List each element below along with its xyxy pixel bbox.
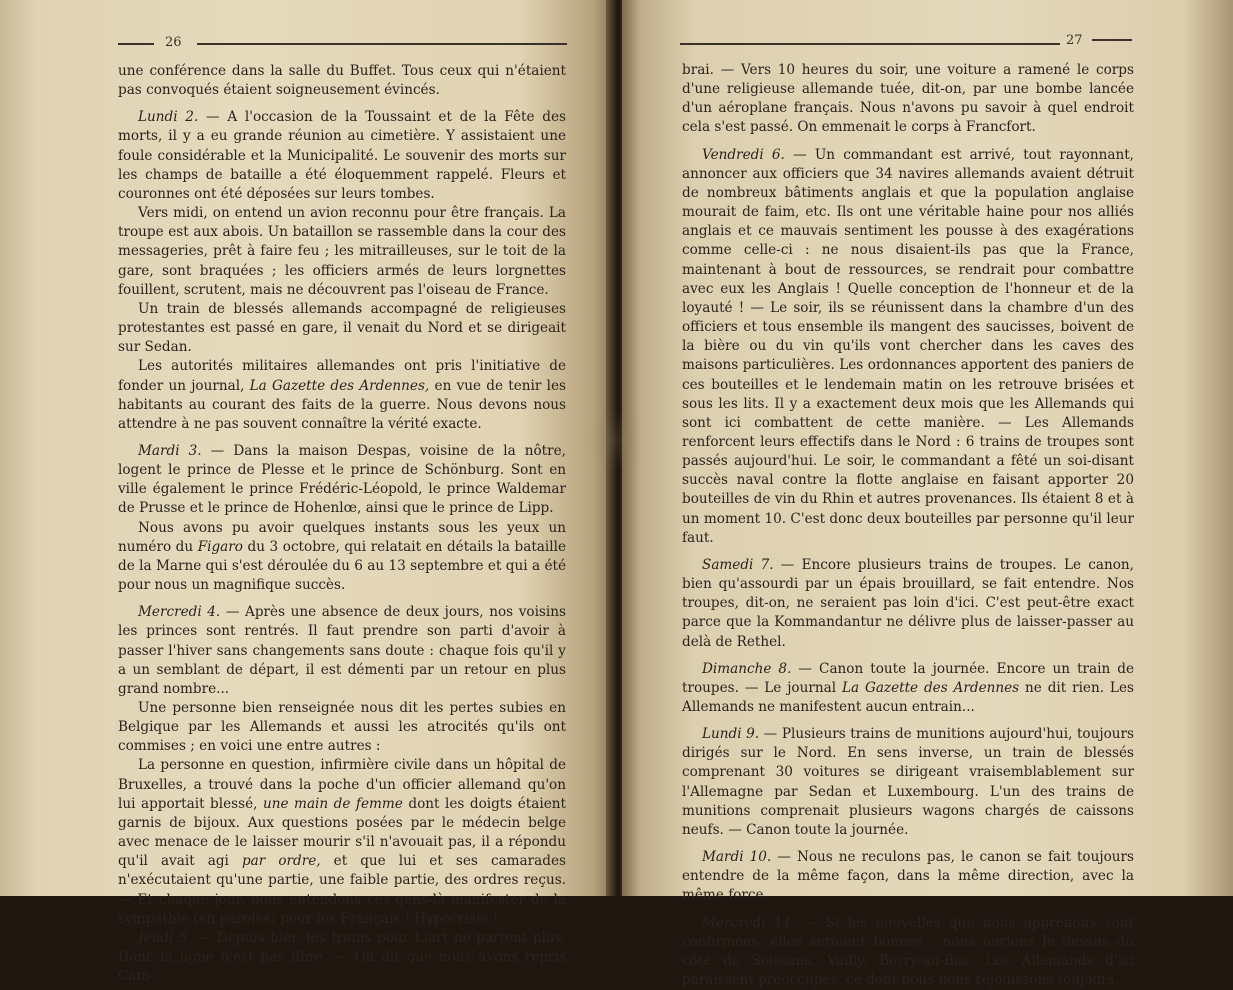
- diary-entry: [682, 146, 1134, 548]
- left-page: [0, 0, 612, 985]
- diary-entry: [682, 660, 1134, 717]
- header-rule-short: [1092, 39, 1132, 41]
- text-run: Les autorités militaires allemandes ont pris l'initiative de fonder un journal,: [118, 358, 566, 394]
- newspaper-title: Figaro: [197, 538, 243, 555]
- entry-date: Lundi 9.: [702, 726, 760, 743]
- diary-entry: [682, 914, 1134, 990]
- entry-date: Dimanche 8.: [702, 660, 792, 677]
- entry-date: Mercredi 11.: [702, 914, 796, 931]
- entry-date: Samedi 7.: [702, 556, 774, 573]
- right-page-header: [622, 33, 1233, 53]
- entry-text: — Si les nouvelles que nous apprenons sont confirmées, elles seraient bonnes : nous aurions le dessus du côté de Soissans, Vailly, Berry-au-Bac. Les Allemands d'ici paraissent préoccupés, ce dont nous nous réjouissons toujours.: [682, 914, 1134, 989]
- entry-text: — Nous ne reculons pas, le canon se fait toujours entendre de la même façon, dans la même direction, avec la même force.: [682, 849, 1135, 904]
- right-page: [622, 0, 1233, 989]
- text-run: en vue de tenir les habitants au courant des faits de la guerre. Nous devons nous attendre à ne pas souvent connaître la vérité exacte.: [118, 377, 566, 432]
- emphasis: une main de femme: [262, 795, 403, 812]
- diary-entry: [118, 603, 566, 699]
- entry-text: — A l'occasion de la Toussaint et de la Fête des morts, il y a eu grande réunion au cimetière. Y assistaient une foule considérable et la Municipalité. Le souvenir des morts sur les champs de bataille a été éloquemment rappelé. Fleurs et couronnes ont été déposées sur leurs tombes.: [118, 109, 566, 202]
- paragraph: [118, 756, 566, 928]
- paragraph: [118, 357, 566, 434]
- entry-text: — Depuis hier, les trains pour Liart ne partent plus. Donc la ligne n'est pas libre. — On dit que nous avons repris Cam-: [118, 929, 566, 985]
- newspaper-title: La Gazette des Ardennes,: [249, 377, 430, 394]
- left-page-text: [118, 62, 566, 986]
- paper-stain: [580, 410, 650, 470]
- entry-text: — Dans la maison Despas, voisine de la nôtre, logent le prince de Plesse et le prince de Schönburg. Sont en ville également le prince Frédéric-Léopold, le prince Waldemar de Prusse et le prince de Hohenlœ, ainsi que le prince de Lipp.: [118, 442, 566, 517]
- entry-text: — Un commandant est arrivé, tout rayonnant, annoncer aux officiers que 34 navires allemands avaient détruit de nombreux bâtiments anglais et que la population anglaise mourait de faim, etc. Ils ont une véritable haine pour nos alliés anglais et ce mauvais sentiment les pousse à des exagérations comme celle-ci : ne nous disaient-ils pas que la France, maintenant à bout de ressources, se rendrait pour combattre avec eux les Anglais ! Quelle conception de l'honneur et de la loyauté ! — Le soir, ils se réunissent dans la chambre d'un des officiers et tous ensemble ils mangent des saucisses, boivent de la bière ou du vin qu'ils vont chercher dans les caves des maisons particulières. Les ordonnances apportent des paniers de ces bouteilles et le lendemain matin on les retrouve brisées et sous les lits. Il y a exactement deux mois que les Allemands qui sont ici combattent de cette manière. — Les Allemands renforcent leurs effectifs dans le Nord : 6 trains de troupes sont passés aujourd'hui. Le soir, le commandant a fêté un soi-disant succès naval contre la flotte anglaise en faisant apporter 20 bouteilles de vin du Rhin et autres provenances. Ils étaient 8 et à un moment 10. C'est donc deux bouteilles par personne qu'il leur faut.: [682, 146, 1134, 546]
- diary-entry: [682, 725, 1134, 840]
- text-run: La personne en question, infirmière civile dans un hôpital de Bruxelles, a trouvé dans la poche d'un officier allemand qu'on lui apportait blessé,: [118, 757, 566, 812]
- paragraph: Un train de blessés allemands accompagné de religieuses protestantes est passé en gare, il venait du Nord et se dirigeait sur Sedan.: [118, 300, 566, 356]
- text-run: dont les doigts étaient garnis de bijoux. Aux questions posées par le médecin belge avec menace de le laisser mourir s'il n'avouait pas, il a répondu qu'il avait agi: [118, 795, 566, 870]
- diary-entry: [682, 848, 1134, 905]
- newspaper-title: La Gazette des Ardennes: [841, 679, 1020, 696]
- text-run: du 3 octobre, qui relatait en détails la bataille de la Marne qui s'est déroulée du 6 au 13 septembre et qui a été pour nous un magnifique succès.: [118, 538, 566, 594]
- left-page-header: [0, 33, 612, 53]
- emphasis: par ordre,: [241, 853, 321, 870]
- header-rule-long: [197, 43, 567, 45]
- text-run: Nous avons pu avoir quelques instants sous les yeux un numéro du: [118, 519, 566, 555]
- text-run: — Canon toute la journée. Encore un train de troupes. — Le journal: [682, 660, 1134, 696]
- text-run: ne dit rien. Les Allemands ne manifestent aucun entrain...: [682, 679, 1134, 715]
- diary-entry: [118, 929, 566, 986]
- header-rule-short: [118, 43, 154, 45]
- entry-text: — Encore plusieurs trains de troupes. Le canon, bien qu'assourdi par un épais brouillard, se fait entendre. Nos troupes, dit-on, ne seraient pas loin d'ici. C'est peut-être exact parce que la Kommandantur ne délivre plus de laisser-passer au delà de Rethel.: [682, 556, 1134, 650]
- diary-entry: [118, 108, 566, 204]
- right-page-text: [682, 61, 1134, 990]
- entry-date: Mardi 3.: [138, 442, 202, 459]
- diary-entry: [682, 556, 1134, 652]
- entry-text: — Plusieurs trains de munitions aujourd'hui, toujours dirigés sur le Nord. En sens inverse, un train de blessés comprenant 30 voitures se dirigeant vraisemblablement sur l'Allemagne par Sedan et Luxembourg. L'un des trains de munitions comprenait plusieurs wagons chargés de caissons neufs. — Canon toute la journée.: [682, 726, 1134, 838]
- entry-date: Mardi 10.: [702, 849, 772, 866]
- paragraph: [118, 519, 566, 596]
- paragraph: Une personne bien renseignée nous dit les pertes subies en Belgique par les Allemands et aussi les atrocités qu'ils ont commises ; en voici une entre autres :: [118, 700, 566, 755]
- entry-text: — Après une absence de deux jours, nos voisins les princes sont rentrés. Il faut prendre son parti d'avoir à passer l'hiver sans changements sans doute : chaque fois qu'il y a un semblant de départ, il est démenti par un retour en plus grand nombre...: [118, 604, 566, 697]
- entry-date: Mercredi 4.: [138, 604, 221, 621]
- text-run: et que lui et ses camarades n'exécutaient qu'une partie, une faible partie, des ordres reçus. — Et chaque jour, nous entendons ces gens-là manifester de la sympathie (en paroles) pour les Français ! Hypocrisie !: [118, 853, 566, 927]
- page-number: 27: [1066, 33, 1083, 48]
- diary-entry: [118, 442, 566, 519]
- paragraph: une conférence dans la salle du Buffet. Tous ceux qui n'étaient pas convoqués étaient soigneusement évincés.: [118, 63, 566, 99]
- entry-date: Jeudi 5.: [138, 929, 192, 946]
- paragraph: brai. — Vers 10 heures du soir, une voiture a ramené le corps d'une religieuse allemande tuée, dit-on, par une bombe lancée d'un aéroplane français. Nous n'avons pu savoir à quel endroit cela s'est passé. On emmenait le corps à Francfort.: [682, 62, 1134, 136]
- page-number: 26: [165, 35, 182, 50]
- entry-date: Lundi 2.: [138, 109, 199, 126]
- paragraph: Vers midi, on entend un avion reconnu pour être français. La troupe est aux abois. Un bataillon se rassemble dans la cour des messageries, prêt à faire feu ; les mitrailleuses, sur le toit de la gare, sont braquées ; les officiers armés de leurs lorgnettes fouillent, scrutent, mais ne découvrent pas l'oiseau de France.: [118, 205, 566, 298]
- entry-date: Vendredi 6.: [702, 146, 785, 163]
- header-rule-long: [680, 43, 1060, 45]
